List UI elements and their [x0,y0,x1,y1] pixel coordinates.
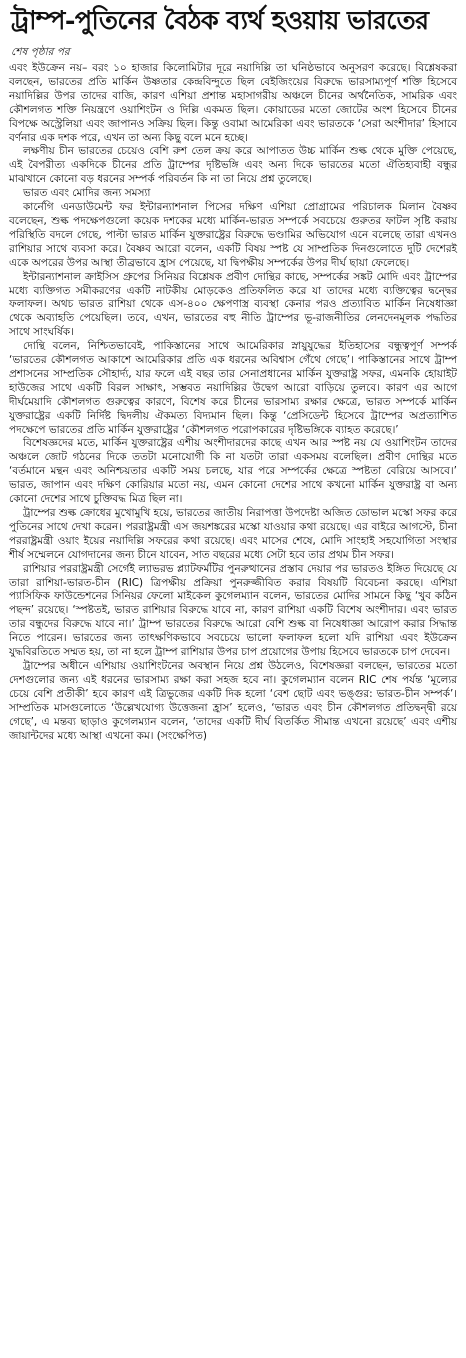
article-paragraph: ইন্টারন্যাশনাল ক্রাইসিস গ্রুপের সিনিয়র বিশ্লেষক প্রবীণ দোন্থির কাছে, সম্পর্কের সঙ্কট মোদি এবং ট্রাম্পের মধ্যে ব্যক্তিগত সমীকরণের একটি নাটকীয় মোড়কেও প্রতিফলিত করে যা তাদের মধ্যে ব্যক্তিত্বের দ্বন্দ্বের ফলাফল। অথচ ভারত রাশিয়া থেকে এস-৪০০ ক্ষেপণাস্ত্র ব্যবস্থা কেনার পরও প্রত্যাবিত মার্কিন নিষেধাজ্ঞা থেকে অব্যাহতি পেয়েছিল। তবে, এখন, ভারতের বহু নীতি ট্রাম্পের ভূ-রাজনীতির লেনদেনমূলক পদ্ধতির সাথে সাংঘর্ষিক। [9,270,457,339]
article-paragraph: লক্ষণীয় চীন ভারতের চেয়েও বেশি রুশ তেল ক্রয় করে আপাতত উচ্চ মার্কিন শুল্ক থেকে মুক্তি পেয়েছে, এই বৈপরীত্য একদিকে চীনের প্রতি ট্রাম্পের দৃষ্টিভঙ্গি এবং অন্য দিকে ভারতের মতো ঐতিহ্যবাহী বন্ধুর মাঝখানে কোনো বড় ধরনের সম্পর্ক পরিবর্তন কি না তা নিয়ে প্রশ্ন তুলেছে। [9,145,457,186]
headline: ট্রাম্প-পুতিনের বৈঠক ব্যর্থ হওয়ায় ভারতের [11,6,429,36]
article-paragraph: বিশেষজ্ঞদের মতে, মার্কিন যুক্তরাষ্ট্রের এশীয় অংশীদারদের কাছে এখন আর স্পষ্ট নয় যে ওয়াশিংটন তাদের অঞ্চলে জোট গঠনের দিকে ততটা মনোযোগী কি না যতটা তারা একসময় বলেছিল। প্রবীণ দোন্থির মতে ‘বর্তমানে মন্থন এবং অনিশ্চয়তার একটি সময় চলছে, যার পরে সম্পর্কের ক্ষেত্রে স্পষ্টতা বেরিয়ে আসবে।’ ভারত, জাপান এবং দক্ষিণ কোরিয়ার মতো নয়, এমন কোনো দেশের সাথে কখনো মার্কিন যুক্তরাষ্ট্র বা অন্য কোনো দেশের সাথে চুক্তিবদ্ধ মিত্র ছিল না। [9,437,457,506]
subheading: ভারত এবং মোদির জন্য সমস্যা [23,187,151,200]
article-paragraph: কার্নেগি এনডাউমেন্ট ফর ইন্টারন্যাশনাল পিসের দক্ষিণ এশিয়া প্রোগ্রামের পরিচালক মিলান বৈষ্ণব বলেছেন, শুল্ক পদক্ষেপগুলো কয়েক দশকের মধ্যে মার্কিন-ভারত সম্পর্কে সবচেয়ে গুরুতর ফাটল সৃষ্টি করায় পরিস্থিতি বদলে গেছে, পাল্টা ভারত মার্কিন যুক্তরাষ্ট্রের বিরুদ্ধে ভণ্ডামির অভিযোগ এনে বলেছে তারা এখনও রাশিয়ার সাথে ব্যবসা করে। বৈষ্ণব আরো বলেন, একটি বিষয় স্পষ্ট যে সাম্প্রতিক দিনগুলোতে দুটি দেশেরই একে অপরের উপর আস্থা তীব্রভাবে হ্রাস পেয়েছে, যা দ্বিপক্ষীয় সম্পর্কের উপর দীর্ঘ ছায়া ফেলেছে। [9,201,457,269]
article-paragraph: রাশিয়ার পররাষ্ট্রমন্ত্রী সের্গেই ল্যাভরভ প্ল্যাটফর্মটির পুনরুত্থানের প্রস্তাব দেয়ার পর ভারতও ইঙ্গিত দিয়েছে যে তারা রাশিয়া-ভারত-চীন (RIC) ত্রিপক্ষীয় প্রক্রিয়া পুনরুজ্জীবিত করার বিষয়টি বিবেচনা করছে। এশিয়া প্যাসিফিক ফাউন্ডেশনের সিনিয়র ফেলো মাইকেল কুগেলম্যান বলেন, ভারতের মোদির সামনে কিছু ‘খুব কঠিন পছন্দ’ রয়েছে। ‘স্পষ্টতই, ভারত রাশিয়ার বিরুদ্ধে যাবে না, কারণ রাশিয়া একটি বিশেষ অংশীদার। এবং ভারত তার বন্ধুদের বিরুদ্ধে যাবে না।’ ট্রাম্প ভারতের বিরুদ্ধে আরো বেশি শুল্ক বা নিষেধাজ্ঞা আরোপ করার সিদ্ধান্ত নিতে পারেন। ভারতের জন্য তাৎক্ষণিকভাবে সবচেয়ে ভালো ফলাফল হলো যদি রাশিয়া এবং ইউক্রেন যুদ্ধবিরতিতে সম্মত হয়, তা না হলে ট্রাম্প রাশিয়ার উপর চাপ প্রয়োগের উপায় হিসেবে ভারতকে চাপ দেবেন। [9,562,457,659]
article-paragraph: এবং ইউক্রেন নয়– বরং ১০ হাজার কিলোমিটার দূরে নয়াদিল্লি তা ঘনিষ্ঠভাবে অনুসরণ করেছে। বিশ্লেষকরা বলছেন, ভারতের প্রতি মার্কিন উষ্ণতার কেন্দ্রবিন্দুতে ছিল বেইজিংয়ের বিরুদ্ধে ভারসাম্যপূর্ণ শক্তি হিসেবে নয়াদিল্লির উপর তাদের বাজি, কারণ এশিয়া প্রশান্ত মহাসাগরীয় অঞ্চলে চীনের অর্থনৈতিক, সামরিক এবং কৌশলগত শক্তি নিয়ন্ত্রণে ওয়াশিংটন ও দিল্লি একমত ছিল। কোয়াডের মতো জোটের অংশ হিসেবে চীনের বিপক্ষে অস্ট্রেলিয়া এবং জাপানও সক্রিয় ছিল। কিন্তু ওবামা আমেরিকা এবং ভারতকে ‘সেরা অংশীদার’ হিসাবে বর্ণনার এক দশক পরে, এখন তা অন্য কিছু বলে মনে হচ্ছে। [9,62,457,144]
continued-label: শেষ পৃষ্ঠার পর [11,46,70,58]
article-paragraph: ট্রাম্পের অধীনে এশিয়ায় ওয়াশিংটনের অবস্থান নিয়ে প্রশ্ন উঠলেও, বিশেষজ্ঞরা বলছেন, ভারতের মতো দেশগুলোর জন্য এই ধরনের ভারসাম্য রক্ষা করা সহজ হবে না। কুগেলম্যান বলেন RIC শেষ পর্যন্ত ‘মূল্যের চেয়ে বেশি প্রতীকী’ হবে কারণ এই ত্রিভুজের একটি দিক হলো ‘বেশ ছোট এবং ভঙ্গুর: ভারত-চীন সম্পর্ক’। সাম্প্রতিক মাসগুলোতে ‘উল্লেখযোগ্য উত্তেজনা হ্রাস’ হলেও, ‘ভারত এবং চীন কৌশলগত প্রতিদ্বন্দ্বী রয়ে গেছে’, এ মন্তব্য ছাড়াও কুগেলম্যান বলেন, ‘তাদের একটি দীর্ঘ বিতর্কিত সীমান্ত এখনো রয়েছে’ এবং এশীয় জায়ান্টদের মধ্যে আস্থা এখনো কম। (সংক্ষেপিত) [9,659,457,742]
article-paragraph: ট্রাম্পের শুল্ক ক্রোধের মুখোমুখি হয়ে, ভারতের জাতীয় নিরাপত্তা উপদেষ্টা অজিত ডোভাল মস্কো সফর করে পুতিনের সাথে দেখা করেন। পররাষ্ট্রমন্ত্রী এস জয়শঙ্করের মস্কো যাওয়ার কথা রয়েছে। এর বাইরে আগস্টে, চীনা পররাষ্ট্রমন্ত্রী ওয়াং ইয়ের নয়াদিল্লি সফরের কথা রয়েছে। এবং মাসের শেষে, মোদি সাংহাই সহযোগিতা সংস্থার শীর্ষ সম্মেলনে যোগদানের জন্য চীনে যাবেন, সাত বছরের মধ্যে সেটা হবে তার প্রথম চীন সফর। [9,507,458,561]
article-body [9,62,457,743]
article-paragraph: দোন্থি বলেন, নিশ্চিতভাবেই, পাকিস্তানের সাথে আমেরিকার স্নায়ুযুদ্ধের ইতিহাসের বন্ধুত্বপূর্ণ সম্পর্ক ‘ভারতের কৌশলগত আকাশে আমেরিকার প্রতি এক ধরনের অবিশ্বাস গেঁথে গেছে’। পাকিস্তানের সাথে ট্রাম্প প্রশাসনের সাম্প্রতিক সৌহার্দ্য, যার ফলে এই বছর তার সেনাপ্রধানের মার্কিন যুক্তরাষ্ট্র সফর, এমনকি হোয়াইট হাউজের সাথে একটি বিরল সাক্ষাৎ, সম্ভবত নয়াদিল্লির উদ্বেগ আরো বাড়িয়ে তুলবে। কারণ এর আগে দীর্ঘমেয়াদি কৌশলগত গুরুত্বের কারণে, বিশেষ করে চীনের ভারসাম্য রক্ষার ক্ষেত্রে, ভারত সম্পর্কে মার্কিন যুক্তরাষ্ট্রের একটি নির্দিষ্ট দ্বিদলীয় ঐকমত্য বিদ্যমান ছিল। কিন্তু ‘প্রেসিডেন্ট হিসেবে ট্রাম্পের অপ্রত্যাশিত পদক্ষেপে ভারতের প্রতি মার্কিন যুক্তরাষ্ট্রের ‘কৌশলগত পরোপকারের দৃষ্টিভঙ্গিকে ব্যাহত করেছে।’ [9,340,457,436]
